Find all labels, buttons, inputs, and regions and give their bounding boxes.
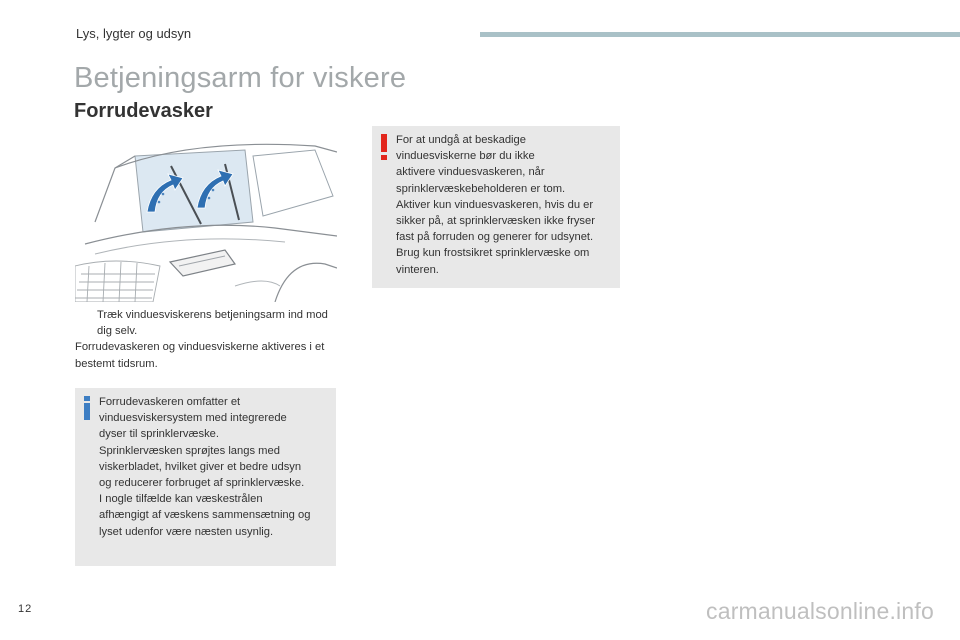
info-line: viskerbladet, hvilket giver et bedre udsyn — [99, 460, 302, 473]
header-accent-bar — [480, 32, 960, 37]
warning-line: Brug kun frostsikret sprinklervæske om — [396, 247, 590, 260]
page-title: Betjeningsarm for viskere — [74, 62, 407, 94]
info-line: dyser til sprinklervæske. — [99, 428, 219, 441]
warning-line: For at undgå at beskadige — [396, 134, 526, 146]
info-line: I nogle tilfælde kan væskestrålen — [99, 493, 263, 506]
section-heading: Forrudevasker — [74, 100, 213, 122]
instruction-paragraph: Forrudevaskeren og vinduesviskerne aktiveres i et bestemt tidsrum. — [75, 341, 325, 370]
warning-line: vinduesviskerne bør du ikke — [396, 150, 535, 163]
warning-line: aktivere vinduesvaskeren, når — [396, 166, 545, 179]
warning-line: vinteren. — [396, 263, 439, 276]
warning-line: fast på forruden og generer for udsynet. — [396, 231, 594, 244]
warning-box — [372, 126, 620, 288]
car-hood-crease — [95, 239, 285, 254]
info-line: og reducerer forbruget af sprinklervæske. — [99, 477, 305, 490]
car-side-window — [253, 150, 333, 216]
car-headlight — [170, 250, 235, 276]
bullet-text: Træk vinduesviskerens betjeningsarm ind mod dig selv. — [97, 309, 328, 338]
warning-icon — [381, 134, 387, 160]
car-hood — [85, 225, 337, 244]
watermark: carmanualsonline.info — [706, 598, 934, 624]
info-box — [75, 388, 336, 566]
car-grille — [75, 261, 160, 302]
page-number: 12 — [18, 603, 33, 615]
instructions-block — [75, 307, 343, 372]
info-line: afhængigt af væskens sammensætning og — [99, 509, 311, 522]
bullet-checkbox-icon — [75, 307, 97, 339]
info-line: vinduesviskersystem med integrerede — [99, 412, 287, 425]
info-box-text — [99, 394, 335, 540]
warning-line: Aktiver kun vinduesvaskeren, hvis du er — [396, 198, 594, 211]
car-a-pillar — [95, 156, 135, 222]
warning-line: sikker på, at sprinklervæsken ikke fryser — [396, 215, 595, 228]
windshield — [135, 150, 253, 232]
section-label: Lys, lygter og udsyn — [76, 26, 192, 41]
warning-line: sprinklervæskebeholderen er tom. — [396, 182, 566, 195]
instruction-bullet — [75, 307, 343, 339]
info-line: Forrudevaskeren omfatter et — [99, 396, 241, 408]
info-line: lyset udenfor være næsten usynlig. — [99, 525, 274, 538]
info-line: Sprinklervæsken sprøjtes langs med — [99, 444, 280, 457]
info-icon — [84, 396, 90, 420]
warning-box-text — [396, 132, 618, 278]
car-wheel-arch — [275, 263, 337, 302]
windscreen-washer-illustration — [75, 126, 337, 302]
